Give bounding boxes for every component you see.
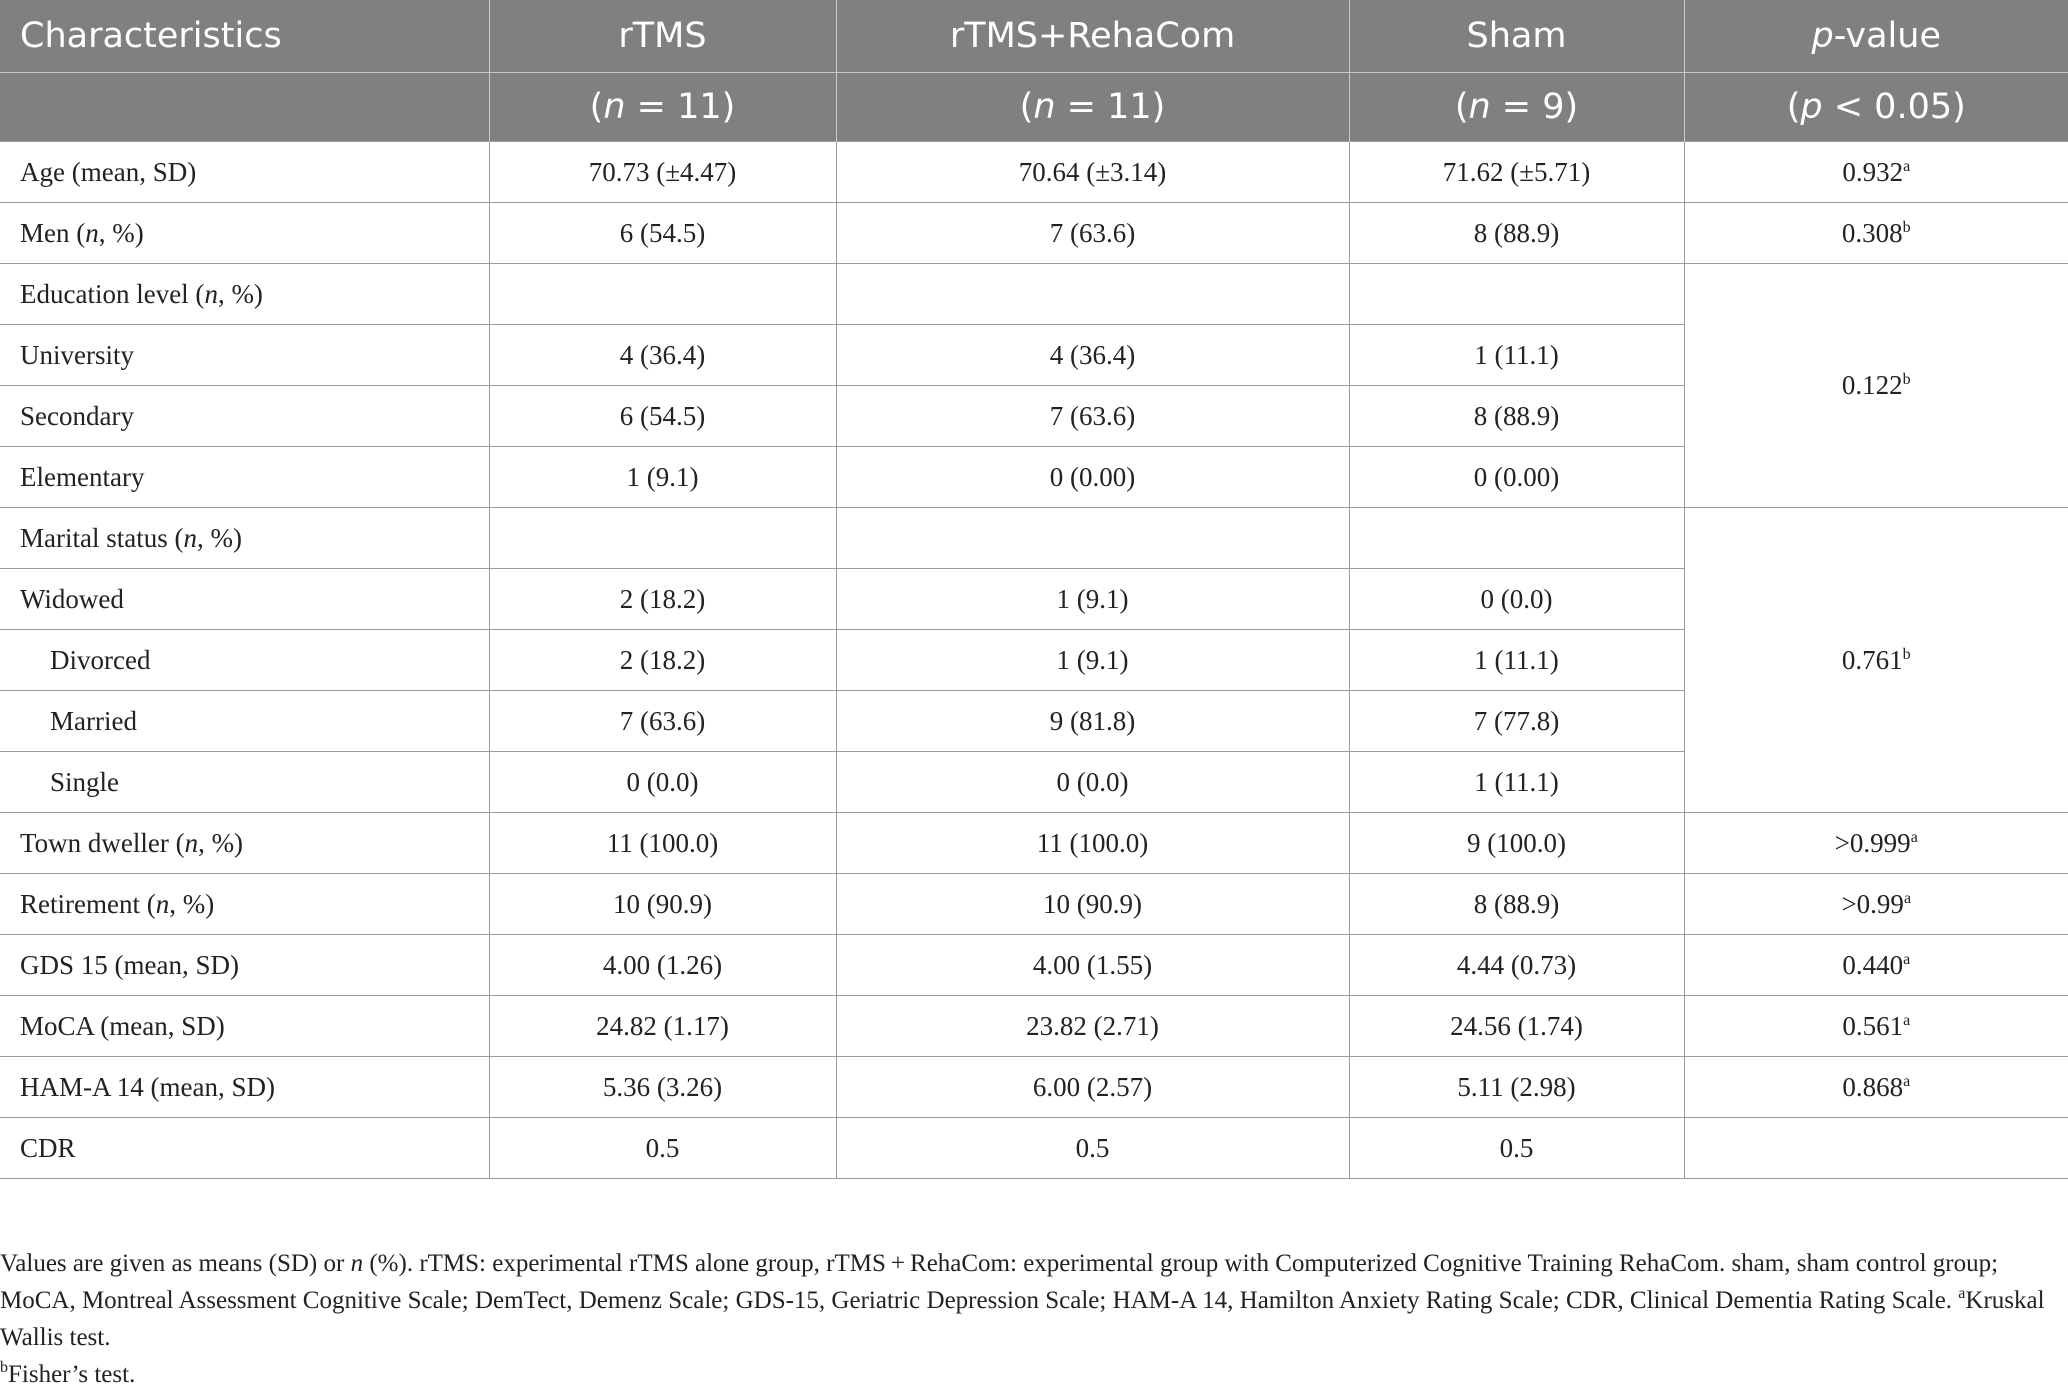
cell-combo: 70.64 (±3.14) xyxy=(836,142,1349,203)
cell-sham: 1 (11.1) xyxy=(1349,325,1684,386)
row-label: Married xyxy=(0,691,489,752)
header-rtms-n xyxy=(489,73,836,142)
cell-rtms: 6 (54.5) xyxy=(489,386,836,447)
cell-rtms: 7 (63.6) xyxy=(489,691,836,752)
p-value: 0.122 xyxy=(1841,370,1903,400)
cell-rtms xyxy=(489,508,836,569)
cell-p xyxy=(1684,1118,2068,1179)
cell-rtms: 10 (90.9) xyxy=(489,874,836,935)
footnote-fisher-line xyxy=(0,1356,2060,1393)
row-label: HAM-A 14 (mean, SD) xyxy=(0,1057,489,1118)
table-row-retirement xyxy=(0,874,2068,935)
p-value: >0.999 xyxy=(1834,827,1911,858)
table-row-gds xyxy=(0,935,2068,996)
cell-sham: 0 (0.0) xyxy=(1349,569,1684,630)
row-label: Divorced xyxy=(0,630,489,691)
p-value: >0.99 xyxy=(1841,888,1904,919)
cell-sham: 5.11 (2.98) xyxy=(1349,1057,1684,1118)
footnote-marker: b xyxy=(0,1359,8,1376)
cell-p xyxy=(1684,142,2068,203)
cell-combo: 9 (81.8) xyxy=(836,691,1349,752)
header-p-text: -value xyxy=(1833,16,1941,56)
cell-rtms: 0.5 xyxy=(489,1118,836,1179)
p-value: 0.868 xyxy=(1842,1071,1904,1102)
table-row-hama xyxy=(0,1057,2068,1118)
cell-p xyxy=(1684,874,2068,935)
footnote-marker: a xyxy=(1958,1285,1966,1302)
n-italic: n xyxy=(1033,87,1056,127)
header-p-threshold xyxy=(1684,73,2068,142)
n-italic: n xyxy=(155,888,170,919)
p-threshold-value: < 0.05) xyxy=(1822,87,1966,127)
p-value: 0.932 xyxy=(1842,156,1904,187)
footnote-marker: b xyxy=(1902,218,1911,236)
p-value: 0.308 xyxy=(1841,217,1903,248)
table-row-age xyxy=(0,142,2068,203)
cell-combo: 23.82 (2.71) xyxy=(836,996,1349,1057)
cell-combo: 7 (63.6) xyxy=(836,203,1349,264)
row-label xyxy=(0,813,489,874)
label-text: , %) xyxy=(196,522,242,553)
combo-n-value: = 11) xyxy=(1066,87,1166,127)
cell-p xyxy=(1684,813,2068,874)
cell-rtms: 5.36 (3.26) xyxy=(489,1057,836,1118)
label-text: , %) xyxy=(169,888,215,919)
header-rtms-rehacom: rTMS+RehaCom xyxy=(836,0,1349,73)
cell-combo: 1 (9.1) xyxy=(836,569,1349,630)
header-sham-n xyxy=(1349,73,1684,142)
row-label: Secondary xyxy=(0,386,489,447)
cell-combo: 11 (100.0) xyxy=(836,813,1349,874)
n-italic: n xyxy=(184,827,199,858)
cell-p xyxy=(1684,1057,2068,1118)
paren: ( xyxy=(1454,87,1469,127)
footnote-marker: a xyxy=(1903,889,1912,907)
footnote-fisher: Fisher’s test. xyxy=(8,1361,136,1388)
header-p-value xyxy=(1684,0,2068,73)
cell-combo: 10 (90.9) xyxy=(836,874,1349,935)
cell-sham: 4.44 (0.73) xyxy=(1349,935,1684,996)
label-text: Marital status ( xyxy=(20,522,184,553)
header-sham: Sham xyxy=(1349,0,1684,73)
footnote-text: (%). rTMS: experimental rTMS alone group, rTMS + RehaCom: experimental group with Computerized Cognitive Training RehaCom. sham, sham control group; MoCA, Montreal Assessment Cognitive Scale; DemTect, Demenz Scale; GDS-15, Geriatric Depression Scale; HAM-A 14, Hamilton Anxiety Rating Scale; CDR, Clinical Dementia Rating Scale. xyxy=(0,1250,1999,1314)
table-body xyxy=(0,142,2068,1179)
cell-combo: 0 (0.0) xyxy=(836,752,1349,813)
cell-sham: 1 (11.1) xyxy=(1349,630,1684,691)
n-italic: n xyxy=(85,217,99,248)
header-characteristics: Characteristics xyxy=(0,0,489,73)
row-label: Widowed xyxy=(0,569,489,630)
row-label: GDS 15 (mean, SD) xyxy=(0,935,489,996)
cell-combo: 4 (36.4) xyxy=(836,325,1349,386)
footnote-marker: a xyxy=(1903,1011,1911,1029)
cell-rtms: 2 (18.2) xyxy=(489,569,836,630)
cell-sham xyxy=(1349,264,1684,325)
row-label xyxy=(0,508,489,569)
cell-rtms: 11 (100.0) xyxy=(489,813,836,874)
cell-p xyxy=(1684,508,2068,813)
table-footnotes xyxy=(0,1245,2060,1393)
footnote-main xyxy=(0,1245,2060,1356)
n-italic: n xyxy=(183,522,197,553)
cell-combo: 0.5 xyxy=(836,1118,1349,1179)
table-row-men xyxy=(0,203,2068,264)
row-label xyxy=(0,264,489,325)
table-header xyxy=(0,0,2068,142)
table-row-cdr xyxy=(0,1118,2068,1179)
cell-rtms: 1 (9.1) xyxy=(489,447,836,508)
table-row-marital xyxy=(0,508,2068,569)
cell-rtms: 4 (36.4) xyxy=(489,325,836,386)
n-italic: n xyxy=(204,278,218,309)
n-italic: n xyxy=(350,1250,364,1277)
cell-sham xyxy=(1349,508,1684,569)
table-row-moca xyxy=(0,996,2068,1057)
header-combo-n xyxy=(836,73,1349,142)
row-label: University xyxy=(0,325,489,386)
cell-p xyxy=(1684,935,2068,996)
paren: ( xyxy=(589,87,604,127)
p-value: 0.440 xyxy=(1842,949,1904,980)
cell-rtms: 70.73 (±4.47) xyxy=(489,142,836,203)
row-label xyxy=(0,874,489,935)
p-italic: p xyxy=(1800,87,1823,127)
cell-sham: 24.56 (1.74) xyxy=(1349,996,1684,1057)
cell-combo: 4.00 (1.55) xyxy=(836,935,1349,996)
footnote-marker: a xyxy=(1903,157,1911,175)
row-label: Elementary xyxy=(0,447,489,508)
cell-p xyxy=(1684,996,2068,1057)
footnote-marker: a xyxy=(1903,1072,1911,1090)
p-value: 0.761 xyxy=(1841,644,1903,675)
cell-combo: 6.00 (2.57) xyxy=(836,1057,1349,1118)
row-label: Single xyxy=(0,752,489,813)
cell-combo: 7 (63.6) xyxy=(836,386,1349,447)
label-text: , %) xyxy=(217,278,263,309)
row-label: CDR xyxy=(0,1118,489,1179)
label-text: Retirement ( xyxy=(20,888,156,919)
cell-sham: 8 (88.9) xyxy=(1349,874,1684,935)
header-p-italic: p xyxy=(1811,16,1834,56)
footnote-marker: b xyxy=(1902,645,1911,663)
cell-combo: 0 (0.00) xyxy=(836,447,1349,508)
n-italic: n xyxy=(603,87,626,127)
cell-combo xyxy=(836,264,1349,325)
cell-combo: 1 (9.1) xyxy=(836,630,1349,691)
cell-rtms: 24.82 (1.17) xyxy=(489,996,836,1057)
sham-n-value: = 9) xyxy=(1501,87,1579,127)
row-label xyxy=(0,203,489,264)
cell-sham: 0.5 xyxy=(1349,1118,1684,1179)
cell-rtms: 4.00 (1.26) xyxy=(489,935,836,996)
cell-rtms: 2 (18.2) xyxy=(489,630,836,691)
table-row-town xyxy=(0,813,2068,874)
cell-sham: 9 (100.0) xyxy=(1349,813,1684,874)
label-text: Town dweller ( xyxy=(20,827,185,858)
footnote-text: Values are given as means (SD) or xyxy=(0,1250,351,1277)
cell-rtms xyxy=(489,264,836,325)
cell-combo xyxy=(836,508,1349,569)
table-row-education xyxy=(0,264,2068,325)
label-text: , %) xyxy=(198,827,244,858)
n-italic: n xyxy=(1468,87,1491,127)
cell-rtms: 0 (0.0) xyxy=(489,752,836,813)
paren: ( xyxy=(1786,87,1801,127)
footnote-marker: b xyxy=(1902,371,1911,388)
footnote-marker: a xyxy=(1903,950,1911,968)
cell-p xyxy=(1684,264,2068,508)
rtms-n-value: = 11) xyxy=(636,87,736,127)
label-text: Men ( xyxy=(20,217,86,248)
cell-sham: 71.62 (±5.71) xyxy=(1349,142,1684,203)
cell-p xyxy=(1684,203,2068,264)
header-rtms: rTMS xyxy=(489,0,836,73)
row-label: Age (mean, SD) xyxy=(0,142,489,203)
row-label: MoCA (mean, SD) xyxy=(0,996,489,1057)
header-empty xyxy=(0,73,489,142)
cell-sham: 0 (0.00) xyxy=(1349,447,1684,508)
cell-rtms: 6 (54.5) xyxy=(489,203,836,264)
footnote-marker: a xyxy=(1910,828,1918,846)
footnote-kruskal: Kruskal Wallis test. xyxy=(0,1287,2045,1351)
label-text: , %) xyxy=(98,217,144,248)
paren: ( xyxy=(1019,87,1034,127)
p-value: 0.561 xyxy=(1842,1010,1904,1041)
cell-sham: 7 (77.8) xyxy=(1349,691,1684,752)
label-text: Education level ( xyxy=(20,278,205,309)
cell-sham: 1 (11.1) xyxy=(1349,752,1684,813)
cell-sham: 8 (88.9) xyxy=(1349,386,1684,447)
cell-sham: 8 (88.9) xyxy=(1349,203,1684,264)
